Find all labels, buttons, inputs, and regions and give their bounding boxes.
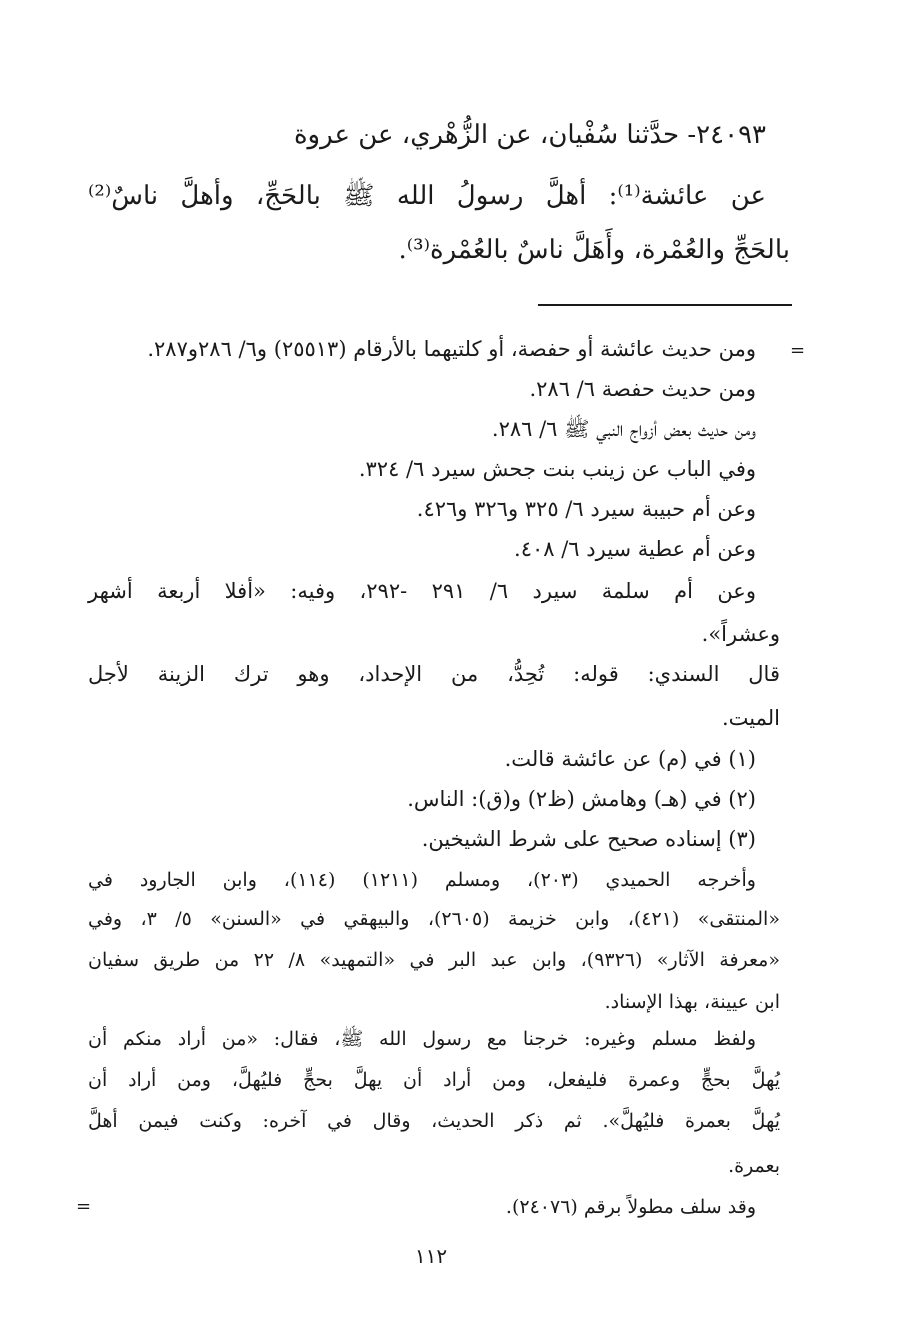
footnote-3: (٣) إسناده صحيح على شرط الشيخين. — [421, 827, 756, 851]
page-number: ١١٢ — [414, 1244, 448, 1268]
footnote-3-line-9: بعمرة. — [728, 1155, 780, 1177]
continued-marker-top: = — [790, 340, 806, 361]
note-line-5: وعن أم حبيبة سيرد ٦/ ٣٢٥ و٣٢٦ و٤٢٦. — [416, 497, 756, 521]
footnote-3-line-2: وأخرجه الحميدي (٢٠٣)، ومسلم (١٢١١) (١١٤)، وابن الجارود في — [88, 869, 756, 891]
footnote-3-line-7: يُهلَّ بحجٍّ وعمرة فليفعل، ومن أراد أن يهلَّ بحجٍّ فليُهلَّ، ومن أراد أن — [88, 1069, 780, 1091]
hadith-line-1: ٢٤٠٩٣- حدَّثنا سُفْيان، عن الزُّهْري، عن عروة — [293, 120, 766, 150]
footnote-separator — [538, 304, 792, 306]
note-line-6: وعن أم عطية سيرد ٦/ ٤٠٨. — [514, 537, 756, 561]
note-line-7: وعن أم سلمة سيرد ٦/ ٢٩١ -٢٩٢، وفيه: «أفلا أربعة أشهر — [88, 579, 756, 603]
note-line-10: الميت. — [721, 706, 780, 730]
hadith-line-3: بالحَجِّ والعُمْرة، وأَهَلَّ ناسٌ بالعُمْرة⁽³⁾. — [398, 235, 790, 265]
note-line-3: ومن حديث بعض أزواج النبي ﷺ ٦/ ٢٨٦. — [491, 417, 756, 441]
footnote-3-line-6: ولفظ مسلم وغيره: خرجنا مع رسول الله ﷺ، فقال: «من أراد منكم أن — [88, 1028, 756, 1050]
footnote-3-line-5: ابن عيينة، بهذا الإسناد. — [604, 991, 780, 1013]
footnote-3-line-4: «معرفة الآثار» (٩٣٢٦)، وابن عبد البر في «التمهيد» ٨/ ٢٢ من طريق سفيان — [88, 949, 780, 971]
note-line-2: ومن حديث حفصة ٦/ ٢٨٦. — [529, 377, 756, 401]
note-line-9: قال السندي: قوله: تُحِدُّ، من الإحداد، وهو ترك الزينة لأجل — [88, 662, 780, 686]
note-line-8: وعشراً». — [701, 622, 780, 646]
note-line-4: وفي الباب عن زينب بنت جحش سيرد ٦/ ٣٢٤. — [358, 457, 756, 481]
continued-marker-bottom: = — [76, 1196, 92, 1217]
footnote-1: (١) في (م) عن عائشة قالت. — [504, 747, 756, 771]
footnote-3-line-10: وقد سلف مطولاً برقم (٢٤٠٧٦). — [505, 1196, 756, 1218]
hadith-line-2: عن عائشة⁽¹⁾: أهلَّ رسولُ الله ﷺ بالحَجِّ، وأهلَّ ناسٌ⁽²⁾ — [88, 181, 767, 211]
footnote-2: (٢) في (هـ) وهامش (ظ٢) و(ق): الناس. — [407, 787, 756, 811]
footnote-3-line-3: «المنتقى» (٤٢١)، وابن خزيمة (٢٦٠٥)، والبيهقي في «السنن» ٥/ ٣، وفي — [88, 908, 780, 930]
footnote-3-line-8: يُهلَّ بعمرة فليُهلَّ». ثم ذكر الحديث، وقال في آخره: وكنت فيمن أهلَّ — [88, 1110, 780, 1132]
note-line-1: ومن حديث عائشة أو حفصة، أو كلتيهما بالأرقام (٢٥٥١٣) و٦/ ٢٨٦و٢٨٧. — [147, 337, 756, 361]
